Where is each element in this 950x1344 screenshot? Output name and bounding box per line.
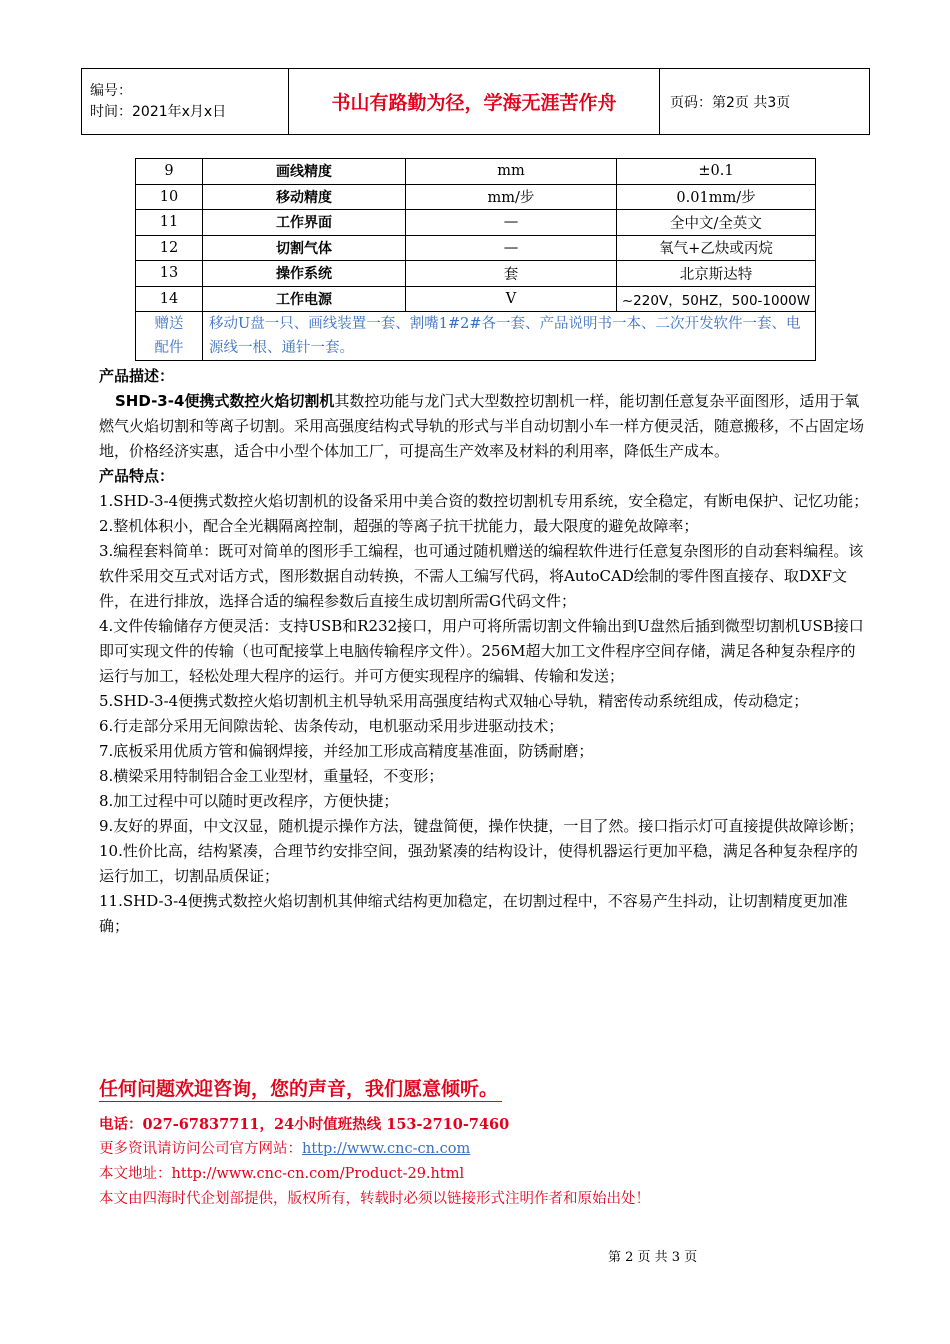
feature-item: 10.性价比高，结构紧凑，合理节约安排空间，强劲紧凑的结构设计，使得机器运行更加平稳，满足各种复杂程序的运行加工，切割品质保证； [99,842,858,885]
spec-name: 画线精度 [203,159,406,185]
feature-item: 8.加工过程中可以随时更改程序，方便快捷； [99,792,399,810]
spec-no: 13 [136,261,203,287]
spec-value: ±0.1 [617,159,816,185]
gift-row [136,312,816,361]
spec-unit: mm [406,159,617,185]
spec-value: 0.01mm/步 [617,184,816,210]
spec-name: 工作界面 [203,210,406,236]
spec-row [136,235,816,261]
spec-unit: — [406,210,617,236]
page-header [81,68,870,135]
spec-row [136,159,816,185]
consult-slogan: 任何问题欢迎咨询，您的声音，我们愿意倾听。 [99,1074,502,1102]
spec-name: 切割气体 [203,235,406,261]
spec-no: 12 [136,235,203,261]
features-heading: 产品特点： [99,467,175,485]
spec-table [135,158,816,361]
spec-unit: — [406,235,617,261]
description-heading: 产品描述： [99,367,175,385]
feature-item: 5.SHD-3-4便携式数控火焰切割机主机导轨采用高强度结构式双轴心导轨，精密传动系统组成，传动稳定； [99,692,809,710]
contact-phone: 电话：027-67837711，24小时值班热线 153-2710-7460 [99,1116,510,1133]
spec-unit: V [406,286,617,312]
header-slogan: 书山有路勤为径，学海无涯苦作舟 [289,69,660,135]
spec-no: 11 [136,210,203,236]
spec-name: 工作电源 [203,286,406,312]
product-name: SHD-3-4便携式数控火焰切割机 [115,392,335,410]
article-address: 本文地址：http://www.cnc-cn.com/Product-29.html [99,1166,465,1182]
features-list [99,489,869,939]
header-time: 时间：2021年x月x日 [90,103,227,120]
description-text: 其数控功能与龙门式大型数控切割机一样，能切割任意复杂平面图形，适用于氧燃气火焰切割和等离子切割。采用高强度结构式导轨的形式与半自动切割小车一样方便灵活，随意搬移，不占固定场地，价格经济实惠，适合中小型个体加工厂，可提高生产效率及材料的利用率，降低生产成本。 [99,392,865,460]
spec-value: ~220V，50HZ，500-1000W [617,286,816,312]
spec-row [136,184,816,210]
article-body [99,364,869,939]
spec-unit: mm/步 [406,184,617,210]
spec-row [136,210,816,236]
spec-no: 9 [136,159,203,185]
spec-name: 移动精度 [203,184,406,210]
feature-item: 4.文件传输储存方便灵活：支持USB和R232接口，用户可将所需切割文件输出到U盘然后插到微型切割机USB接口即可实现文件的传输（也可配接掌上电脑传输程序文件）。256M超大加工文件程序空间存储，满足各种复杂程序的运行与加工，轻松处理大程序的运行。并可方便实现程序的编辑、传输和发送； [99,617,864,685]
feature-item: 7.底板采用优质方管和偏钢焊接，并经加工形成高精度基准面，防锈耐磨； [99,742,594,760]
feature-item: 6.行走部分采用无间隙齿轮、齿条传动，电机驱动采用步进驱动技术； [99,717,564,735]
feature-item: 11.SHD-3-4便携式数控火焰切割机其伸缩式结构更加稳定，在切割过程中，不容易产生抖动，让切割精度更加准确； [99,892,848,935]
spec-name: 操作系统 [203,261,406,287]
contact-website: 更多资讯请访问公司官方网站：http://www.cnc-cn.com [99,1141,471,1157]
spec-value: 北京斯达特 [617,261,816,287]
page-footer: 第 2 页 共 3 页 [608,1250,698,1265]
gift-label: 赠送 配件 [136,312,203,361]
spec-unit: 套 [406,261,617,287]
header-meta [82,69,289,135]
spec-row [136,286,816,312]
spec-value: 全中文/全英文 [617,210,816,236]
feature-item: 3.编程套料简单：既可对简单的图形手工编程，也可通过随机赠送的编程软件进行任意复杂图形的自动套料编程。该软件采用交互式对话方式，图形数据自动转换，不需人工编写代码，将AutoCAD绘制的零件图直接存、取DXF文件，在进行排放，选择合适的编程参数后直接生成切割所需G代码文件； [99,542,864,610]
copyright-notice: 本文由四海时代企划部提供，版权所有，转载时必须以链接形式注明作者和原始出处！ [99,1191,650,1207]
header-page: 页码：第2页 共3页 [660,69,870,135]
spec-row [136,261,816,287]
feature-item: 9.友好的界面，中文汉显，随机提示操作方法，键盘简便，操作快捷，一目了然。接口指示灯可直接提供故障诊断； [99,817,864,835]
description-paragraph [99,389,869,464]
feature-item: 1.SHD-3-4便携式数控火焰切割机的设备采用中美合资的数控切割机专用系统，安全稳定，有断电保护、记忆功能； [99,492,869,510]
spec-no: 14 [136,286,203,312]
feature-item: 8.横梁采用特制铝合金工业型材，重量轻，不变形； [99,767,444,785]
spec-value: 氧气+乙炔或丙烷 [617,235,816,261]
gift-text: 移动U盘一只、画线装置一套、割嘴1#2#各一套、产品说明书一本、二次开发软件一套、电源线一根、通针一套。 [203,312,816,361]
feature-item: 2.整机体积小，配合全光耦隔离控制，超强的等离子抗干扰能力，最大限度的避免故障率； [99,517,699,535]
website-link[interactable]: http://www.cnc-cn.com [302,1141,471,1157]
contact-block [99,1112,650,1212]
header-code: 编号： [90,82,132,99]
spec-no: 10 [136,184,203,210]
